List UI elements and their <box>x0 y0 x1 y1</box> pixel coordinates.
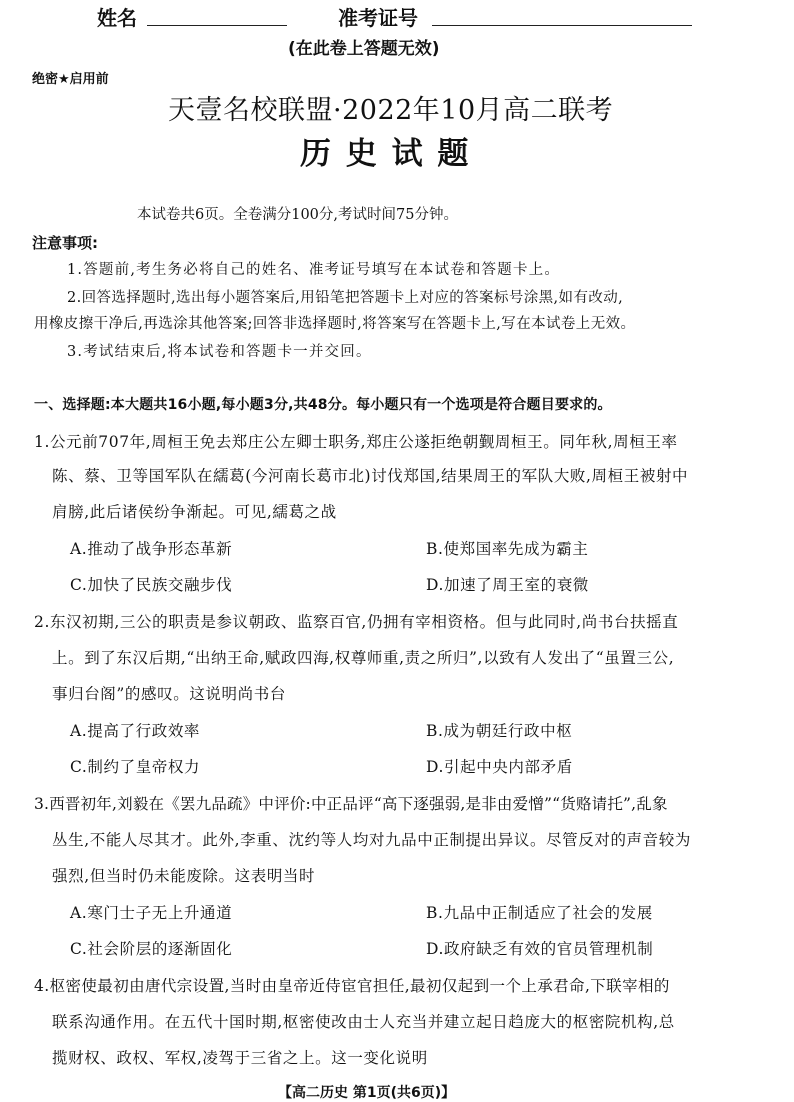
question-1-line-2: 陈、蔡、卫等国军队在繻葛(今河南长葛市北)讨伐郑国,结果周王的军队大败,周桓王被射中 <box>52 467 689 485</box>
exam-intro: 本试卷共6页。全卷满分100分,考试时间75分钟。 <box>137 207 458 223</box>
exam-id-field-line[interactable] <box>432 25 692 26</box>
question-1-option-a[interactable]: A.推动了战争形态革新 <box>70 540 233 558</box>
question-2-option-b[interactable]: B.成为朝廷行政中枢 <box>426 722 573 740</box>
question-1-option-c[interactable]: C.加快了民族交融步伐 <box>70 576 233 594</box>
exam-title: 天壹名校联盟·2022年10月高二联考 <box>168 95 614 126</box>
exam-id-label: 准考证号 <box>338 6 418 30</box>
question-1-option-d[interactable]: D.加速了周王室的衰微 <box>426 576 589 594</box>
question-3-line-3: 强烈,但当时仍未能废除。这表明当时 <box>52 867 316 885</box>
question-2-line-2: 上。到了东汉后期,“出纳王命,赋政四海,权尊师重,责之所归”,以致有人发出了“虽置三公, <box>52 649 675 667</box>
question-3-option-d[interactable]: D.政府缺乏有效的官员管理机制 <box>426 940 654 958</box>
question-2-line-3: 事归台阁”的感叹。这说明尚书台 <box>52 685 286 703</box>
question-3-option-a[interactable]: A.寒门士子无上升通道 <box>70 904 233 922</box>
question-2-line-1: 2.东汉初期,三公的职责是参议朝政、监察百官,仍拥有宰相资格。但与此同时,尚书台扶摇直 <box>34 613 679 631</box>
question-4-line-1: 4.枢密使最初由唐代宗设置,当时由皇帝近侍宦官担任,最初仅起到一个上承君命,下联宰相的 <box>34 977 670 995</box>
notice-item-2-cont: 用橡皮擦干净后,再选涂其他答案;回答非选择题时,将答案写在答题卡上,写在本试卷上无效。 <box>34 316 636 332</box>
name-label: 姓名 <box>97 6 137 30</box>
question-1-line-1: 1.公元前707年,周桓王免去郑庄公左卿士职务,郑庄公遂拒绝朝觐周桓王。同年秋,周桓王率 <box>34 433 678 451</box>
question-3-option-c[interactable]: C.社会阶层的逐渐固化 <box>70 940 233 958</box>
page-footer: 【高二历史 第1页(共6页)】 <box>278 1085 456 1101</box>
name-field-line[interactable] <box>147 25 287 26</box>
question-2-option-d[interactable]: D.引起中央内部矛盾 <box>426 758 573 776</box>
question-4-line-3: 揽财权、政权、军权,凌驾于三省之上。这一变化说明 <box>52 1049 428 1067</box>
secret-mark: 绝密★启用前 <box>32 72 109 87</box>
notice-item-3: 3.考试结束后,将本试卷和答题卡一并交回。 <box>67 344 372 360</box>
question-1-line-3: 肩膀,此后诸侯纷争渐起。可见,繻葛之战 <box>52 503 337 521</box>
question-1-option-b[interactable]: B.使郑国率先成为霸主 <box>426 540 589 558</box>
section-1-heading: 一、选择题:本大题共16小题,每小题3分,共48分。每小题只有一个选项是符合题目要求的。 <box>34 397 612 413</box>
question-3-line-1: 3.西晋初年,刘毅在《罢九品疏》中评价:中正品评“高下逐强弱,是非由爱憎”“货赂请托”,乱象 <box>34 795 668 813</box>
notice-heading: 注意事项: <box>32 234 98 252</box>
question-4-line-2: 联系沟通作用。在五代十国时期,枢密使改由士人充当并建立起日趋庞大的枢密院机构,总 <box>52 1013 675 1031</box>
notice-item-1: 1.答题前,考生务必将自己的姓名、准考证号填写在本试卷和答题卡上。 <box>67 262 561 278</box>
question-2-option-a[interactable]: A.提高了行政效率 <box>70 722 201 740</box>
invalid-note: (在此卷上答题无效) <box>288 39 440 59</box>
question-2-option-c[interactable]: C.制约了皇帝权力 <box>70 758 201 776</box>
notice-item-2: 2.回答选择题时,选出每小题答案后,用铅笔把答题卡上对应的答案标号涂黑,如有改动, <box>67 290 624 306</box>
question-3-option-b[interactable]: B.九品中正制适应了社会的发展 <box>426 904 653 922</box>
subject-title: 历 史 试 题 <box>300 136 471 172</box>
question-3-line-2: 丛生,不能人尽其才。此外,李重、沈约等人均对九品中正制提出异议。尽管反对的声音较为 <box>52 831 691 849</box>
